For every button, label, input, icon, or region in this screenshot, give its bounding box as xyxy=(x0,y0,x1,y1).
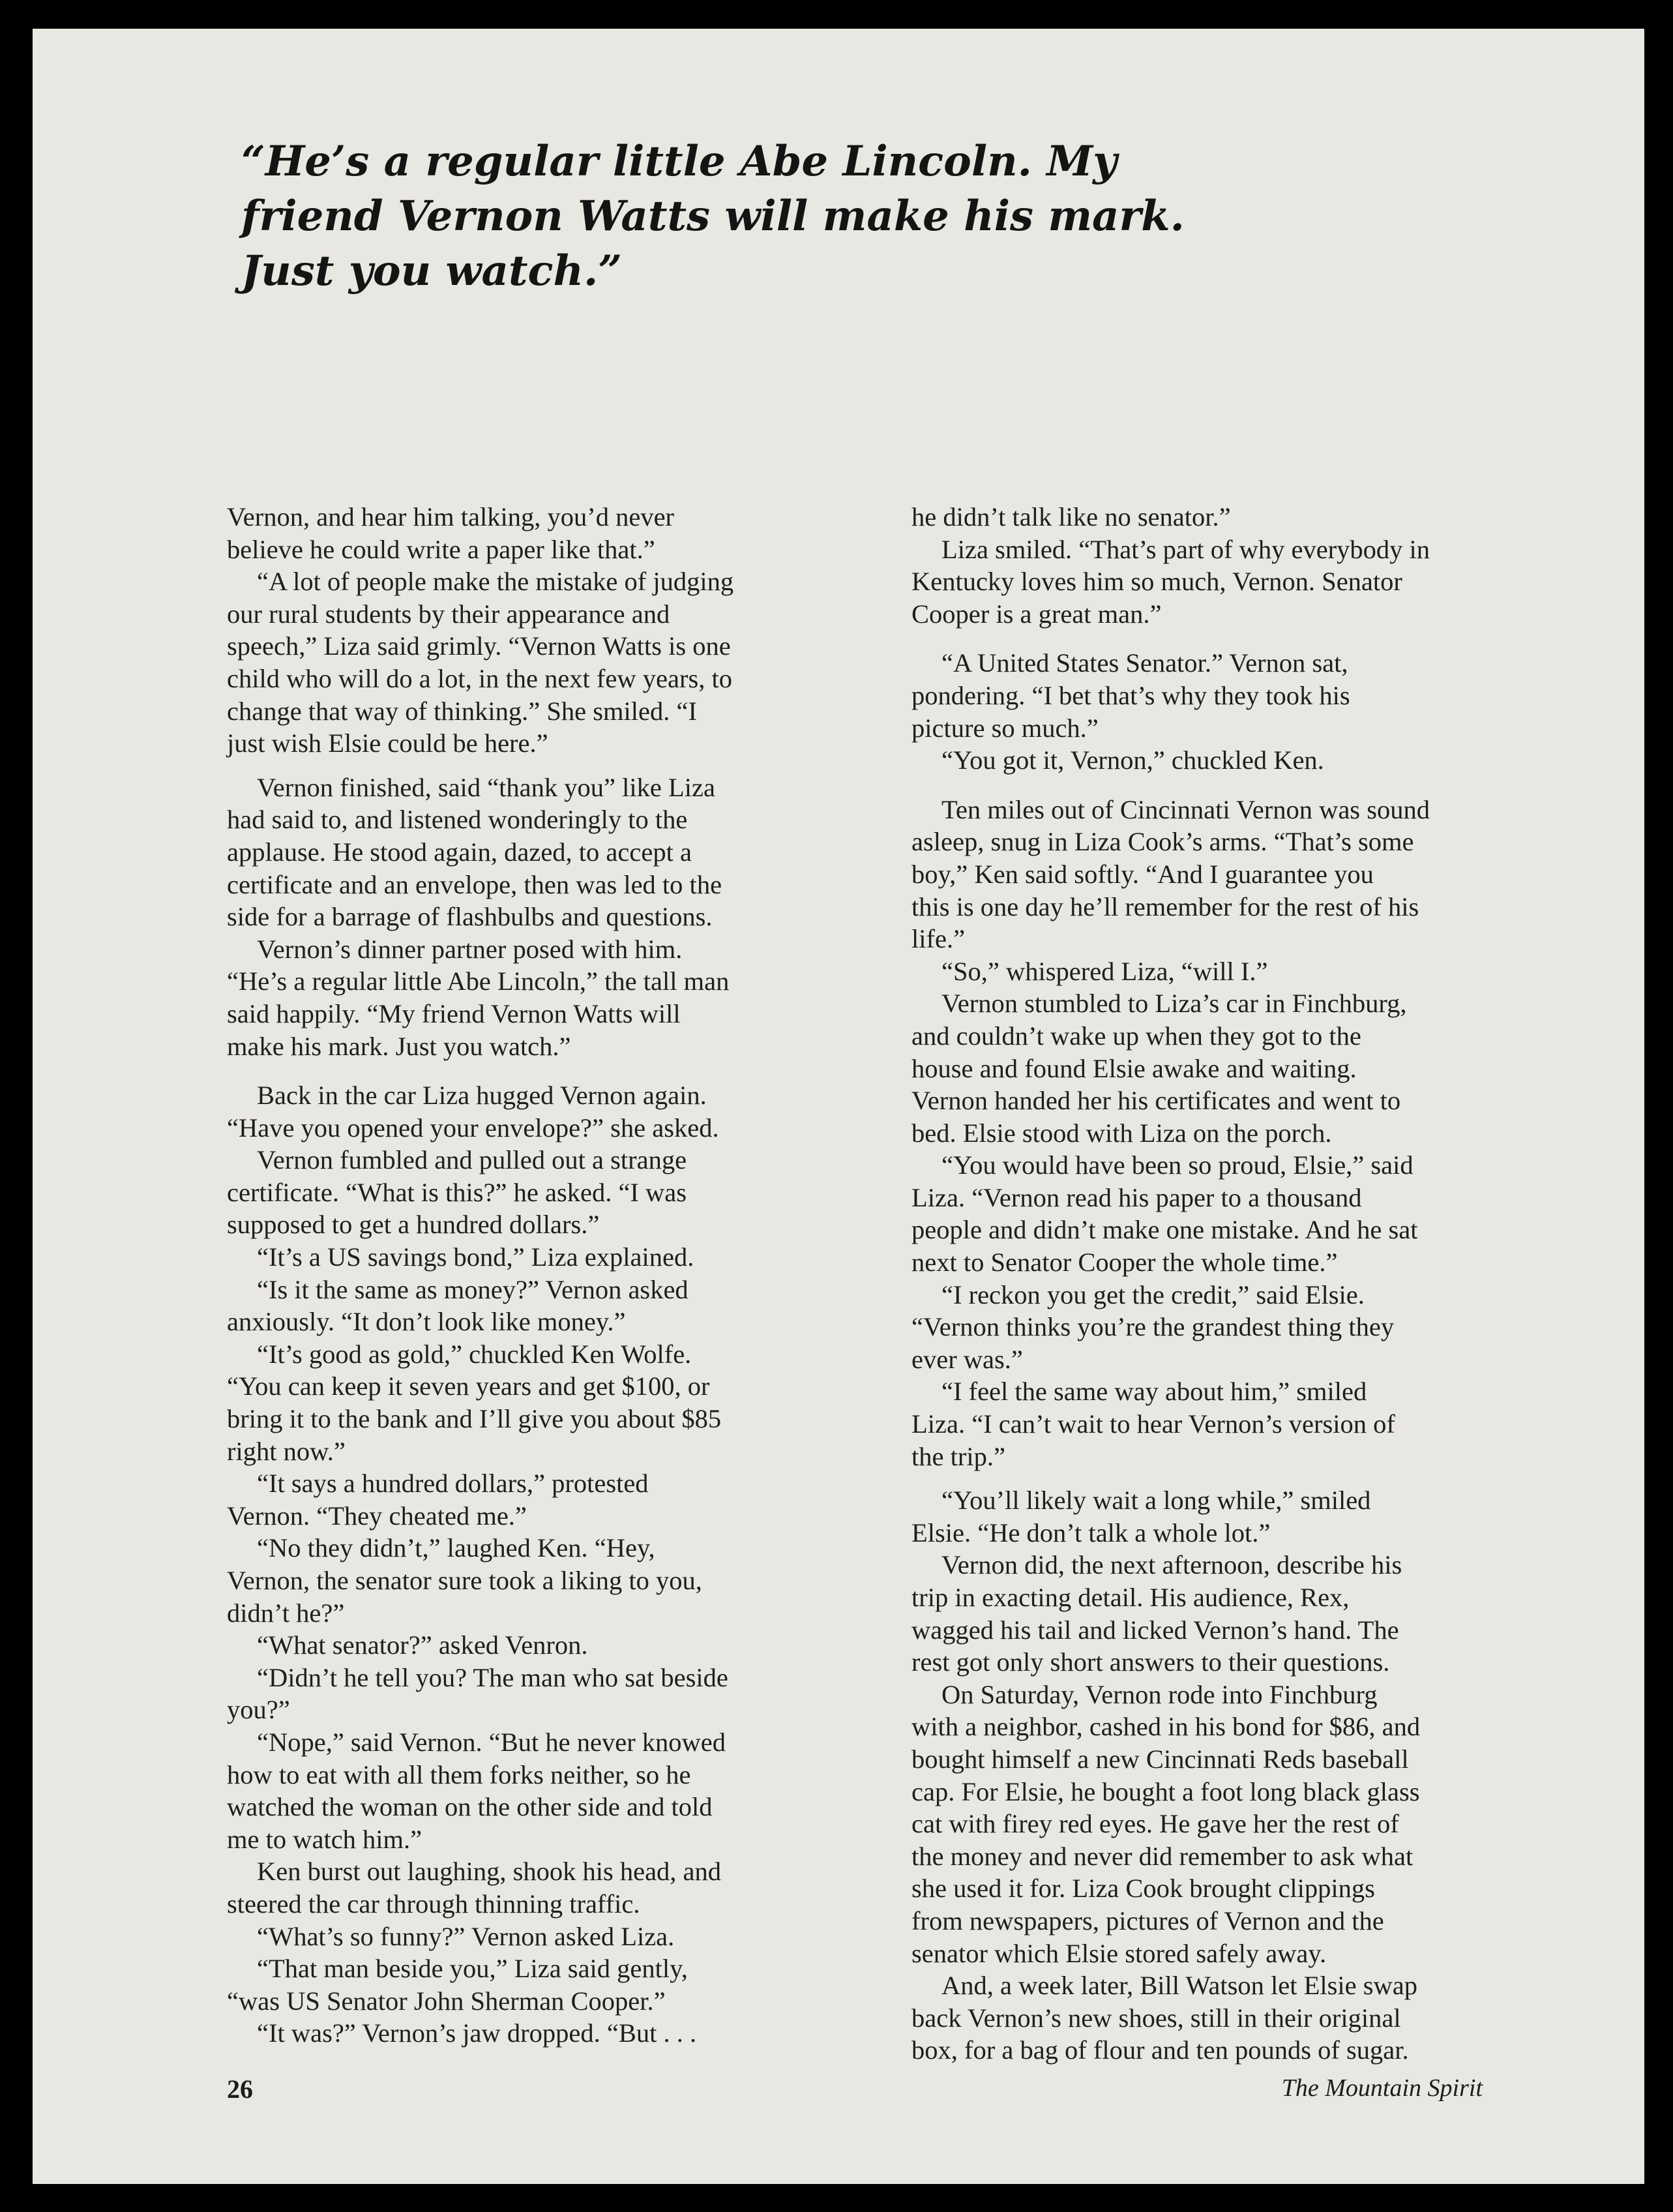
text-line: child who will do a lot, in the next few years, to xyxy=(227,663,732,693)
text-line: “So,” whispered Liza, “will I.” xyxy=(941,956,1268,986)
text-line: Vernon did, the next afternoon, describe his xyxy=(941,1550,1402,1580)
text-line: wagged his tail and licked Vernon’s hand. The xyxy=(911,1615,1399,1645)
text-line: life.” xyxy=(911,924,966,954)
text-line: applause. He stood again, dazed, to accept a xyxy=(227,837,692,867)
text-line: “That man beside you,” Liza said gently, xyxy=(257,1954,688,1984)
text-line: “A United States Senator.” Vernon sat, xyxy=(941,648,1348,678)
text-line: make his mark. Just you watch.” xyxy=(227,1031,571,1061)
pull-quote xyxy=(241,134,1185,299)
text-line: right now.” xyxy=(227,1436,346,1466)
pull-quote-line: friend Vernon Watts will make his mark. xyxy=(241,192,1185,241)
text-line: bought himself a new Cincinnati Reds baseball xyxy=(911,1744,1409,1774)
text-line: “Is it the same as money?” Vernon asked xyxy=(257,1274,688,1304)
text-line: cap. For Elsie, he bought a foot long black glass xyxy=(911,1776,1420,1806)
page-number: 26 xyxy=(227,2074,253,2104)
text-line: “Nope,” said Vernon. “But he never knowed xyxy=(257,1727,726,1757)
text-line: “You can keep it seven years and get $100, or xyxy=(227,1371,710,1401)
text-line: cat with firey red eyes. He gave her the rest of xyxy=(911,1809,1399,1839)
text-line: Vernon handed her his certificates and went to xyxy=(911,1086,1401,1116)
text-line: “It’s good as gold,” chuckled Ken Wolfe. xyxy=(257,1339,692,1369)
text-line: “No they didn’t,” laughed Ken. “Hey, xyxy=(257,1533,655,1563)
text-line: he didn’t talk like no senator.” xyxy=(911,502,1231,531)
text-line: you?” xyxy=(227,1695,290,1725)
left-column xyxy=(227,501,827,2050)
text-line: Vernon’s dinner partner posed with him. xyxy=(257,934,683,964)
right-column xyxy=(911,501,1531,2067)
text-line: change that way of thinking.” She smiled. “I xyxy=(227,696,697,726)
text-line: anxiously. “It don’t look like money.” xyxy=(227,1307,626,1337)
text-line: Vernon. “They cheated me.” xyxy=(227,1501,527,1531)
text-line: our rural students by their appearance and xyxy=(227,599,670,629)
text-line: “It’s a US savings bond,” Liza explained. xyxy=(257,1242,694,1272)
text-line: “You got it, Vernon,” chuckled Ken. xyxy=(941,745,1324,775)
text-line: “It was?” Vernon’s jaw dropped. “But . . . xyxy=(257,2018,697,2048)
text-line: Cooper is a great man.” xyxy=(911,599,1162,629)
text-line: “I feel the same way about him,” smiled xyxy=(941,1377,1367,1407)
publication-name: The Mountain Spirit xyxy=(1281,2074,1483,2102)
text-line: from newspapers, pictures of Vernon and the xyxy=(911,1906,1384,1936)
text-line: boy,” Ken said softly. “And I guarantee you xyxy=(911,859,1374,889)
text-line: On Saturday, Vernon rode into Finchburg xyxy=(941,1679,1378,1709)
text-line: didn’t he?” xyxy=(227,1598,345,1628)
text-line: me to watch him.” xyxy=(227,1824,422,1854)
text-line: “Vernon thinks you’re the grandest thing they xyxy=(911,1312,1395,1342)
text-line: back Vernon’s new shoes, still in their original xyxy=(911,2003,1401,2033)
text-line: Kentucky loves him so much, Vernon. Senator xyxy=(911,567,1402,597)
text-line: “A lot of people make the mistake of judging xyxy=(257,567,734,597)
text-line: believe he could write a paper like that.” xyxy=(227,534,655,564)
text-line: pondering. “I bet that’s why they took his xyxy=(911,680,1350,710)
pull-quote-line: “He’s a regular little Abe Lincoln. My xyxy=(241,137,1118,186)
text-line: said happily. “My friend Vernon Watts will xyxy=(227,998,681,1028)
text-line: “You’ll likely wait a long while,” smiled xyxy=(941,1486,1371,1516)
text-line: the money and never did remember to ask what xyxy=(911,1841,1414,1871)
text-line: “What senator?” asked Venron. xyxy=(257,1630,588,1660)
text-line: supposed to get a hundred dollars.” xyxy=(227,1210,600,1240)
text-line: she used it for. Liza Cook brought clippings xyxy=(911,1874,1375,1904)
text-line: senator which Elsie stored safely away. xyxy=(911,1938,1327,1968)
text-line: “Have you opened your envelope?” she asked. xyxy=(227,1113,719,1143)
text-line: bring it to the bank and I’ll give you about $85 xyxy=(227,1404,722,1434)
text-line: house and found Elsie awake and waiting. xyxy=(911,1053,1357,1083)
text-line: speech,” Liza said grimly. “Vernon Watts is one xyxy=(227,631,731,661)
text-line: certificate. “What is this?” he asked. “I was xyxy=(227,1177,687,1207)
text-line: just wish Elsie could be here.” xyxy=(227,728,548,758)
text-line: Ten miles out of Cincinnati Vernon was sound xyxy=(941,794,1430,824)
text-line: and couldn’t wake up when they got to the xyxy=(911,1021,1361,1051)
text-line: this is one day he’ll remember for the rest of his xyxy=(911,891,1419,921)
text-line: Ken burst out laughing, shook his head, and xyxy=(257,1857,722,1887)
text-line: trip in exacting detail. His audience, Rex, xyxy=(911,1583,1350,1612)
text-line: Liza. “I can’t wait to hear Vernon’s version of xyxy=(911,1409,1395,1439)
text-line: ever was.” xyxy=(911,1344,1023,1374)
text-line: Vernon, the senator sure took a liking to you, xyxy=(227,1566,702,1595)
text-line: Elsie. “He don’t talk a whole lot.” xyxy=(911,1517,1271,1547)
text-line: “He’s a regular little Abe Lincoln,” the tall man xyxy=(227,966,730,996)
text-line: certificate and an envelope, then was led to the xyxy=(227,869,722,899)
text-line: asleep, snug in Liza Cook’s arms. “That’s some xyxy=(911,827,1414,857)
text-line: picture so much.” xyxy=(911,713,1099,743)
text-line: people and didn’t make one mistake. And he sat xyxy=(911,1215,1418,1245)
text-line: And, a week later, Bill Watson let Elsie swap xyxy=(941,1971,1417,2001)
text-line: Vernon finished, said “thank you” like Liza xyxy=(257,772,715,802)
text-line: Vernon stumbled to Liza’s car in Finchburg, xyxy=(941,989,1407,1019)
text-line: next to Senator Cooper the whole time.” xyxy=(911,1248,1338,1278)
text-line: “What’s so funny?” Vernon asked Liza. xyxy=(257,1921,675,1951)
text-line: bed. Elsie stood with Liza on the porch. xyxy=(911,1118,1332,1148)
text-line: “It says a hundred dollars,” protested xyxy=(257,1469,649,1499)
text-line: Liza. “Vernon read his paper to a thousand xyxy=(911,1182,1362,1212)
text-line: Vernon, and hear him talking, you’d never xyxy=(227,502,675,531)
text-line: “I reckon you get the credit,” said Elsie. xyxy=(941,1279,1365,1309)
pull-quote-line: Just you watch.” xyxy=(241,247,623,295)
text-line: how to eat with all them forks neither, so he xyxy=(227,1759,691,1789)
text-line: Liza smiled. “That’s part of why everybody in xyxy=(941,534,1430,564)
text-line: Vernon fumbled and pulled out a strange xyxy=(257,1145,687,1175)
text-line: watched the woman on the other side and told xyxy=(227,1792,713,1822)
text-line: with a neighbor, cashed in his bond for $86, and xyxy=(911,1712,1421,1742)
text-line: had said to, and listened wonderingly to the xyxy=(227,805,688,835)
text-line: Back in the car Liza hugged Vernon again. xyxy=(257,1081,707,1111)
text-line: “You would have been so proud, Elsie,” said xyxy=(941,1150,1414,1180)
text-line: “was US Senator John Sherman Cooper.” xyxy=(227,1986,666,2016)
text-line: “Didn’t he tell you? The man who sat beside xyxy=(257,1662,728,1692)
text-line: steered the car through thinning traffic. xyxy=(227,1889,640,1919)
magazine-page xyxy=(33,29,1644,2184)
text-line: side for a barrage of flashbulbs and questions. xyxy=(227,902,713,932)
text-line: rest got only short answers to their questions. xyxy=(911,1647,1390,1677)
text-line: the trip.” xyxy=(911,1441,1005,1471)
text-line: box, for a bag of flour and ten pounds of sugar. xyxy=(911,2035,1409,2065)
